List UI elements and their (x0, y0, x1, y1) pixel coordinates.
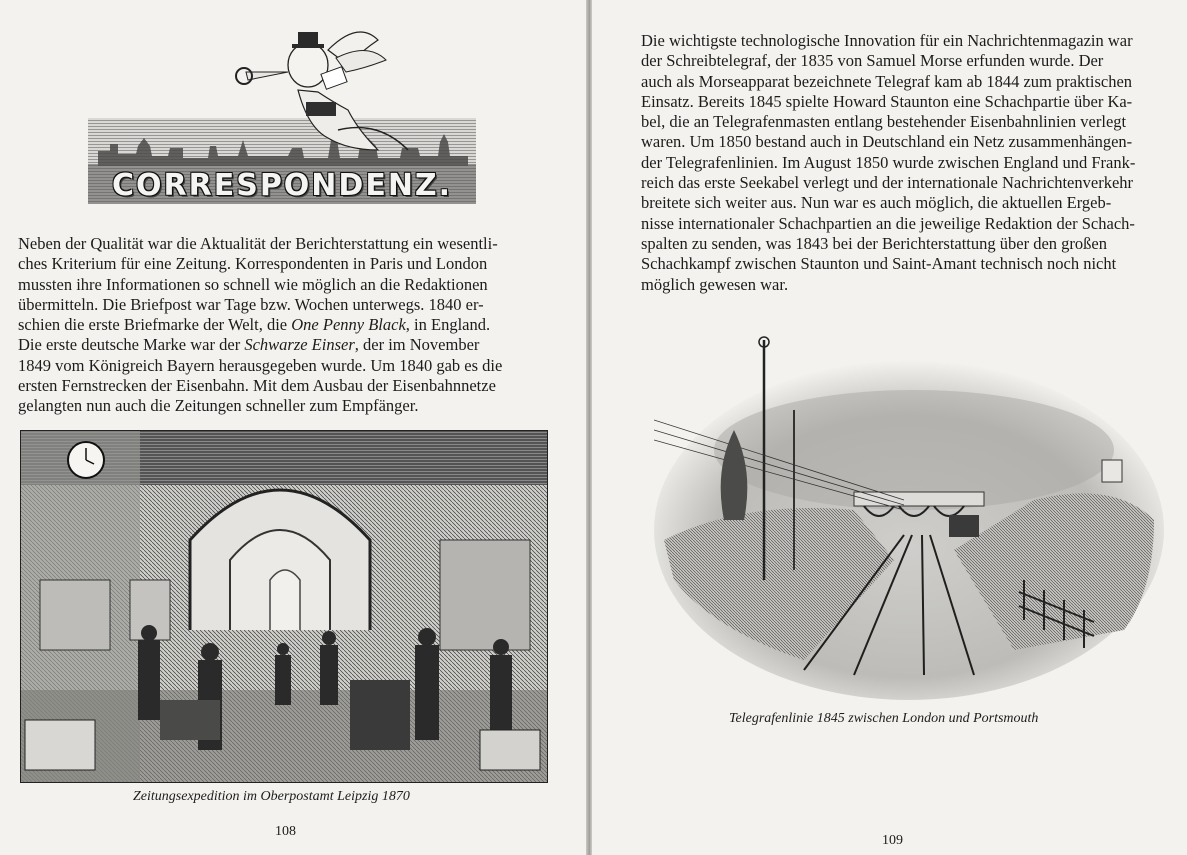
text-line: der Schreibtelegraf, der 1835 von Samuel Morse erfunden wurde. Der (641, 51, 1104, 71)
text-line: ersten Fernstrecken der Eisenbahn. Mit dem Ausbau der Eisenbahnnetze (18, 376, 496, 396)
text-line: Die wichtigste technologische Innovation für ein Nachrichtenmagazin war (641, 31, 1133, 50)
telegraph-line-engraving (654, 330, 1164, 700)
text-line: übermitteln. Die Briefpost war Tage bzw. Wochen unterwegs. 1840 er- (18, 294, 484, 314)
text-line: spalten zu senden, was 1843 bei der Berichterstattung über den großen (641, 233, 1107, 253)
stamp-name-schwarze-einser: Schwarze Einser (244, 335, 355, 355)
text-line: gelangten nun auch die Zeitungen schneller zum Empfänger. (18, 396, 419, 416)
text-line: 1849 vom Königreich Bayern herausgegeben wurde. Um 1840 gab es die (18, 355, 503, 375)
text-run: schien die erste Briefmarke der Welt, die (18, 315, 292, 335)
text-line: reich das erste Seekabel verlegt und der internationale Nachrichtenverkehr (641, 173, 1134, 193)
text-line: auch als Morseapparat bezeichnete Telegraf kam ab 1844 zum praktischen (641, 71, 1133, 91)
header-title: CORRESPONDENZ. (112, 168, 453, 203)
left-body-text (18, 234, 539, 417)
text-line: mussten ihre Informationen so schnell wie möglich an die Redaktionen (18, 274, 488, 294)
text-run: , in England. (405, 315, 491, 335)
right-body-text (641, 31, 1159, 295)
page-number-left: 108 (275, 824, 296, 839)
text-line (18, 315, 539, 335)
right-page (592, 0, 1187, 855)
text-line: möglich gewesen war. (641, 274, 789, 294)
text-line: nisse internationaler Schachpartien an die jeweilige Redaktion der Schach- (641, 213, 1135, 233)
text-run: Die erste deutsche Marke war der (18, 335, 245, 355)
text-line: der Telegrafenlinien. Im August 1850 wurde zwischen England und Frank- (641, 152, 1136, 172)
text-line: ches Kriterium für eine Zeitung. Korrespondenten in Paris und London (18, 254, 488, 274)
text-line: waren. Um 1850 bestand auch in Deutschland ein Netz zusammenhängen- (641, 132, 1133, 152)
stamp-name-penny-black: One Penny Black (291, 315, 406, 335)
text-line: Schachkampf zwischen Staunton und Saint-Amant technisch noch nicht (641, 254, 1117, 274)
text-run: , der im November (354, 335, 480, 355)
text-line: bel, die an Telegrafenmasten entlang bestehender Eisenbahnlinien verlegt (641, 112, 1127, 132)
text-line (18, 335, 539, 355)
text-line: Einsatz. Bereits 1845 spielte Howard Staunton eine Schachpartie über Ka- (641, 91, 1133, 111)
left-page (0, 0, 588, 855)
page-number-right: 109 (882, 833, 903, 848)
post-office-engraving (20, 430, 548, 783)
correspondenz-header-illustration (88, 6, 476, 206)
left-figure-caption: Zeitungsexpedition im Oberpostamt Leipzig 1870 (133, 789, 410, 804)
text-line: breitete sich weiter aus. Nun war es auch möglich, die aktuellen Ergeb- (641, 193, 1112, 213)
text-line: Neben der Qualität war die Aktualität der Berichterstattung ein wesentli- (18, 234, 498, 253)
right-figure-caption: Telegrafenlinie 1845 zwischen London und Portsmouth (729, 711, 1039, 726)
